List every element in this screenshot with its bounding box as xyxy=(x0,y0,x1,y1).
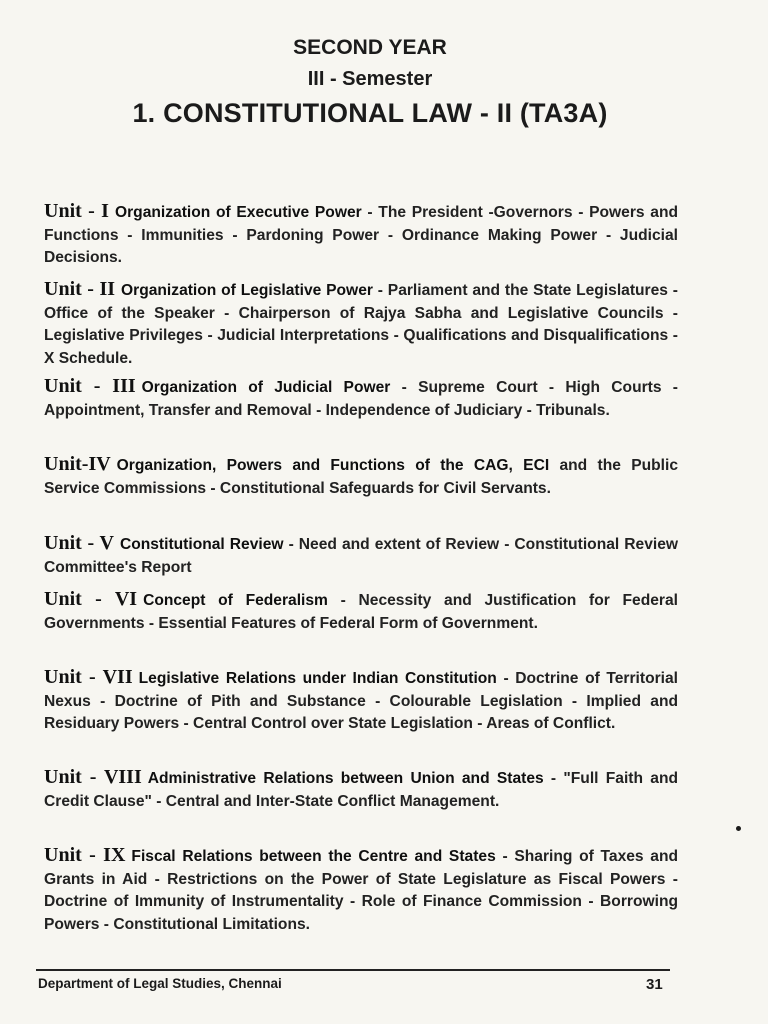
unit-label: Unit - VII xyxy=(44,666,133,688)
unit-title: Concept of Federalism xyxy=(143,592,328,609)
unit-description: - "Full Faith and Credit Clause" - Central and Inter-State Conflict Management. xyxy=(44,770,679,810)
unit-description: - Doctrine of Territorial Nexus - Doctrine of Pith and Substance - Colourable Legislation - Implied and Residuary Powers - Central Control over State Legislation - Areas of Conflict. xyxy=(44,670,679,732)
unit-title: Legislative Relations under Indian Constitution xyxy=(138,670,497,687)
unit-title: Organization, Powers and Functions of the CAG, ECI xyxy=(116,457,550,474)
unit-2 xyxy=(44,278,678,370)
unit-label: Unit - VI xyxy=(44,588,138,610)
footer-rule xyxy=(36,969,670,971)
unit-label: Unit-IV xyxy=(44,453,111,475)
unit-title: Constitutional Review xyxy=(119,536,284,553)
unit-6 xyxy=(44,588,678,635)
unit-title: Organization of Judicial Power xyxy=(141,379,391,396)
department-name: Department of Legal Studies, Chennai xyxy=(38,976,282,991)
unit-8 xyxy=(44,766,678,813)
unit-label: Unit - II xyxy=(44,278,116,300)
unit-label: Unit - III xyxy=(44,375,136,397)
unit-title: Administrative Relations between Union and States xyxy=(147,770,544,787)
unit-description: - Need and extent of Review - Constitutional Review Committee's Report xyxy=(44,536,679,576)
unit-label: Unit - I xyxy=(44,200,109,222)
unit-label: Unit - V xyxy=(44,532,114,554)
stray-dot xyxy=(736,826,741,831)
course-title: 1. CONSTITUTIONAL LAW - II (TA3A) xyxy=(132,98,608,128)
unit-description: - Supreme Court - High Courts - Appointment, Transfer and Removal - Independence of Judiciary - Tribunals. xyxy=(44,379,678,419)
page-number: 31 xyxy=(646,976,663,993)
unit-title: Organization of Legislative Power xyxy=(121,282,373,299)
semester-heading: III - Semester xyxy=(307,68,433,90)
unit-description: - Parliament and the State Legislatures - Office of the Speaker - Chairperson of Rajya Sabha and Legislative Councils - Legislative Privileges - Judicial Interpretations - Qualifications and Disqualifications - X Schedule. xyxy=(44,282,678,367)
unit-5 xyxy=(44,532,678,579)
unit-7 xyxy=(44,666,678,736)
unit-9 xyxy=(44,844,678,936)
unit-3 xyxy=(44,375,678,422)
unit-label: Unit - IX xyxy=(44,844,126,866)
unit-4 xyxy=(44,453,678,500)
unit-description: and the Public Service Commissions - Constitutional Safeguards for Civil Servants. xyxy=(44,457,678,497)
unit-label: Unit - VIII xyxy=(44,766,142,788)
year-heading: SECOND YEAR xyxy=(293,36,447,59)
unit-title: Fiscal Relations between the Centre and States xyxy=(131,848,496,865)
unit-description: - Necessity and Justification for Federal Governments - Essential Features of Federal Form of Government. xyxy=(44,592,678,632)
unit-1 xyxy=(44,200,678,270)
unit-title: Organization of Executive Power xyxy=(114,204,362,221)
unit-description: - Sharing of Taxes and Grants in Aid - Restrictions on the Power of State Legislature as Fiscal Powers - Doctrine of Immunity of Instrumentality - Role of Finance Commission - Borrowing Powers - Constitutional Limitations. xyxy=(44,848,679,933)
unit-description: - The President -Governors - Powers and Functions - Immunities - Pardoning Power - Ordinance Making Power - Judicial Decisions. xyxy=(44,204,679,266)
